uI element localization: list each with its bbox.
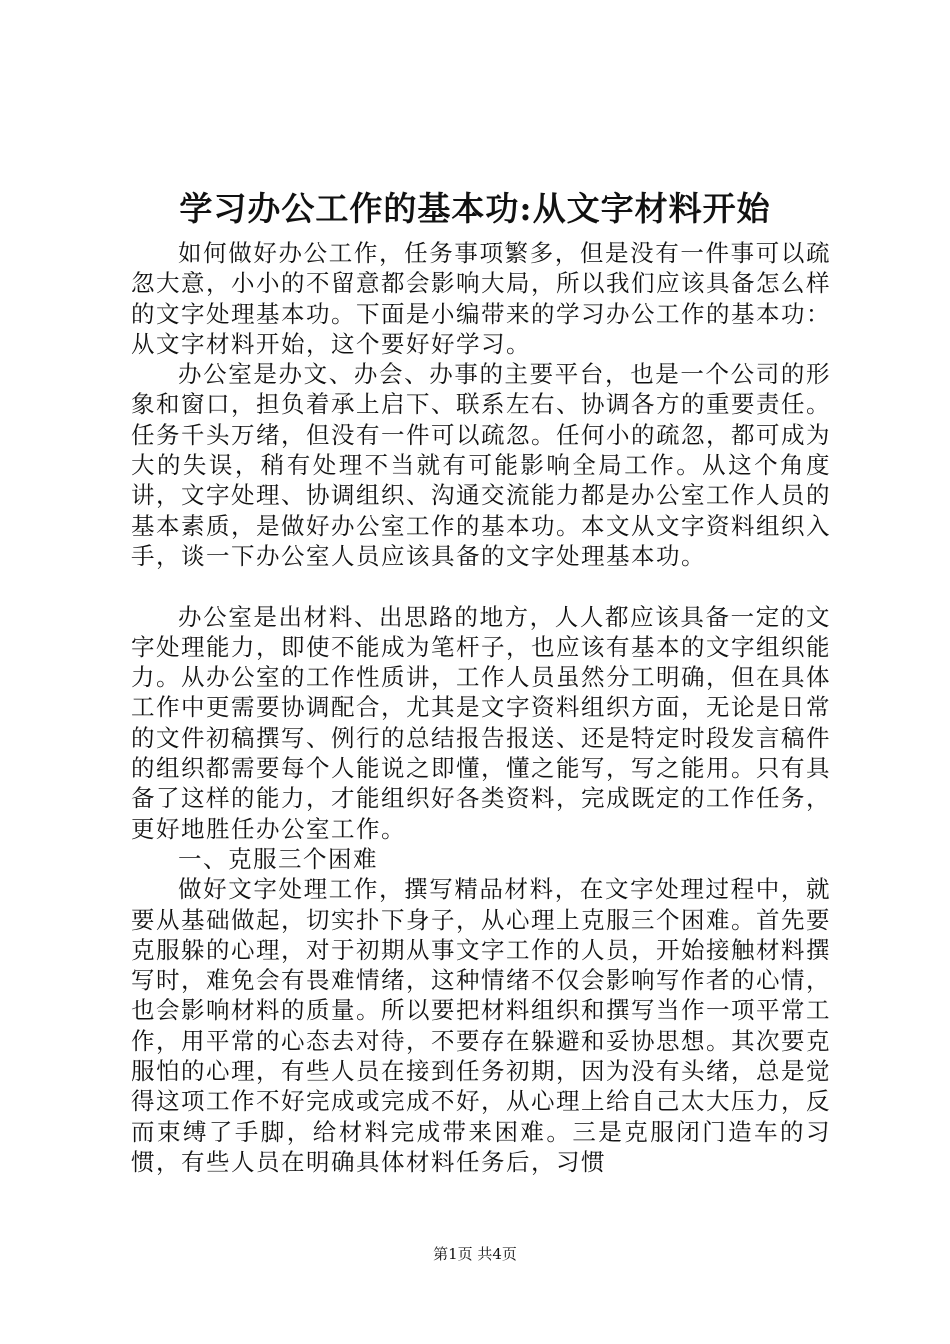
paragraph-intro: 如何做好办公工作，任务事项繁多，但是没有一件事可以疏忽大意，小小的不留意都会影响大局，所以我们应该具备怎么样的文字处理基本功。下面是小编带来的学习办公工作的基本功：从文字材料开始，这个要好好学习。 [131,239,831,358]
paragraph-writing-ability: 办公室是出材料、出思路的地方，人人都应该具备一定的文字处理能力，即使不能成为笔杆子，也应该有基本的文字组织能力。从办公室的工作性质讲，工作人员虽然分工明确，但在具体工作中更需要协调配合，尤其是文字资料组织方面，无论是日常的文件初稿撰写、例行的总结报告报送、还是特定时段发言稿件的组织都需要每个人能说之即懂，懂之能写，写之能用。只有具备了这样的能力，才能组织好各类资料，完成既定的工作任务，更好地胜任办公室工作。 [131,602,831,843]
paragraph-overcome-difficulties: 做好文字处理工作，撰写精品材料，在文字处理过程中，就要从基础做起，切实扑下身子，从心理上克服三个困难。首先要克服躲的心理，对于初期从事文字工作的人员，开始接触材料撰写时，难免会有畏难情绪，这种情绪不仅会影响写作者的心情，也会影响材料的质量。所以要把材料组织和撰写当作一项平常工作，用平常的心态去对待，不要存在躲避和妥协思想。其次要克服怕的心理，有些人员在接到任务初期，因为没有头绪，总是觉得这项工作不好完成或完成不好，从心理上给自己太大压力，反而束缚了手脚，给材料完成带来困难。三是克服闭门造车的习惯，有些人员在明确具体材料任务后，习惯 [131,875,831,1176]
page-footer: 第1页 共4页 [433,1245,517,1263]
document-body [131,238,831,1177]
document-title: 学习办公工作的基本功:从文字材料开始 [179,189,771,228]
section-heading: 一、克服三个困难 [178,844,378,873]
paragraph-spacer [131,571,831,601]
paragraph-office-role: 办公室是办文、办会、办事的主要平台，也是一个公司的形象和窗口，担负着承上启下、联系左右、协调各方的重要责任。任务千头万绪，但没有一件可以疏忽。任何小的疏忽，都可成为大的失误，稍有处理不当就有可能影响全局工作。从这个角度讲，文字处理、协调组织、沟通交流能力都是办公室工作人员的基本素质，是做好办公室工作的基本功。本文从文字资料组织入手，谈一下办公室人员应该具备的文字处理基本功。 [131,360,831,570]
